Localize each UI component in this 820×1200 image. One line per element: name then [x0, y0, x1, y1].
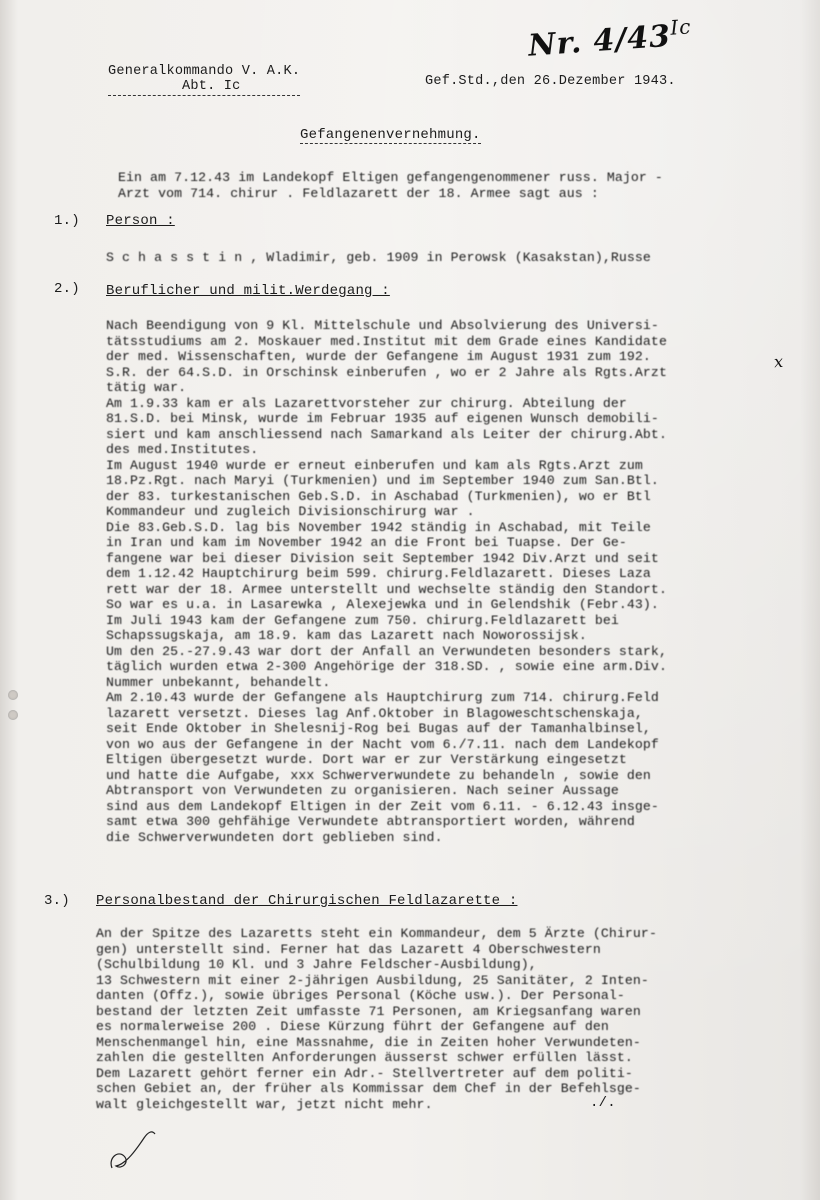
text-line: die Schwerverwundeten dort geblieben sind.	[106, 829, 443, 845]
handwritten-reference	[527, 14, 693, 63]
text-line: siert und kam anschliessend nach Samarkand als Leiter der chirurg.Abt.	[106, 426, 667, 442]
text-line: Dem Lazarett gehört ferner ein Adr.- Stellvertreter auf dem politi-	[96, 1065, 633, 1081]
text-line: rett war der 18. Armee unterstellt und wechselte ständig den Standort.	[106, 581, 667, 597]
text-line: walt gleichgestellt war, jetzt nicht mehr.	[96, 1096, 433, 1112]
text-line: bestand der letzten Zeit umfasste 71 Personen, am Kriegsanfang waren	[96, 1003, 641, 1019]
text-line: Schapssugskaja, am 18.9. kam das Lazarett nach Noworossijsk.	[106, 628, 587, 643]
text-line: schen Gebiet an, der früher als Kommissar dem Chef in der Befehlsge-	[96, 1081, 641, 1096]
text-line: S.R. der 64.S.D. in Orschinsk einberufen , wo er 2 Jahre als Rgts.Arzt	[106, 364, 667, 380]
text-line: danten (Offz.), sowie übriges Personal (Köche usw.). Der Personal-	[96, 988, 625, 1003]
handwritten-number: Nr. 4/43	[527, 18, 673, 64]
section-1-number: 1.)	[54, 213, 80, 229]
text-line: Im Juli 1943 kam der Gefangene zum 750. chirurg.Feldlazarett bei	[106, 612, 619, 628]
text-line: Die 83.Geb.S.D. lag bis November 1942 ständig in Aschabad, mit Teile	[106, 519, 651, 535]
intro-line: Ein am 7.12.43 im Landekopf Eltigen gefangengenommener russ. Major -	[118, 170, 663, 185]
section-3-heading: Personalbestand der Chirurgischen Feldlazarette :	[96, 893, 518, 909]
text-line: sind aus dem Landekopf Eltigen in der Zeit vom 6.11. - 6.12.43 insge-	[106, 798, 659, 814]
text-line: Menschenmangel hin, eine Massnahme, die in Zeiten hoher Verwundeten-	[96, 1034, 641, 1050]
text-line: So war es u.a. in Lasarewka , Alexejewka und in Gelendshik (Febr.43).	[106, 597, 659, 612]
text-line: von wo aus der Gefangene in der Nacht vom 6./7.11. nach dem Landekopf	[106, 736, 659, 752]
text-line: An der Spitze des Lazaretts steht ein Kommandeur, dem 5 Ärzte (Chirur-	[96, 926, 657, 941]
person-line: S c h a s s t i n , Wladimir, geb. 1909 in Perowsk (Kasakstan),Russe	[106, 250, 651, 265]
text-line: Am 1.9.33 kam er als Lazarettvorsteher zur chirurg. Abteilung der	[106, 395, 627, 411]
section-3-number: 3.)	[44, 893, 70, 909]
text-line: seit Ende Oktober in Shelesnij-Rog bei Bugas auf der Tamanhalbinsel,	[106, 721, 651, 736]
section-1-text	[106, 250, 651, 266]
text-line: des med.Institutes.	[106, 442, 259, 457]
punch-hole	[8, 690, 18, 700]
text-line: Um den 25.-27.9.43 war dort der Anfall an Verwundeten besonders stark,	[106, 643, 667, 659]
issuing-unit	[108, 64, 300, 96]
text-line: täglich wurden etwa 2-300 Angehörige der 318.SD. , sowie eine arm.Div.	[106, 659, 667, 674]
pen-scribble-icon	[100, 1120, 170, 1180]
text-line: der med. Wissenschaften, wurde der Gefangene im August 1931 zum 192.	[106, 349, 651, 364]
text-line: 13 Schwestern mit einer 2-jährigen Ausbildung, 25 Sanitäter, 2 Inten-	[96, 972, 649, 988]
margin-mark: x	[773, 351, 785, 372]
text-line: gen) unterstellt sind. Ferner hat das Lazarett 4 Oberschwestern	[96, 941, 601, 957]
section-2-heading: Beruflicher und milit.Werdegang :	[106, 283, 390, 299]
text-line: Nummer unbekannt, behandelt.	[106, 674, 331, 690]
unit-line-1: Generalkommando V. A.K.	[108, 64, 301, 79]
text-line: zahlen die gestellten Anforderungen äusserst schwer erfüllen lässt.	[96, 1050, 633, 1065]
place-date: Gef.Std.,den 26.Dezember 1943.	[425, 74, 676, 89]
text-line: (Schulbildung 10 Kl. und 3 Jahre Feldscher-Ausbildung),	[96, 957, 537, 972]
text-line: tätsstudiums am 2. Moskauer med.Institut mit dem Grade eines Kandidate	[106, 333, 667, 349]
text-line: Kommandeur und zugleich Divisionschirurg war .	[106, 504, 475, 519]
text-line: tätig war.	[106, 380, 187, 395]
section-3-text	[96, 926, 657, 1112]
text-line: samt etwa 300 gehfähige Verwundete abtransportiert worden, während	[106, 814, 635, 829]
text-line: fangene war bei dieser Division seit September 1942 Div.Arzt und seit	[106, 550, 659, 566]
section-1-heading: Person :	[106, 213, 175, 229]
text-line: Abtransport von Verwundeten zu organisieren. Nach seiner Aussage	[106, 783, 619, 798]
text-line: 18.Pz.Rgt. nach Maryi (Turkmenien) und im September 1940 zum San.Btl.	[106, 473, 659, 488]
text-line: 81.S.D. bei Minsk, wurde im Februar 1935 auf eigenen Wunsch demobili-	[106, 411, 659, 426]
end-mark: ./.	[590, 1095, 616, 1111]
text-line: Am 2.10.43 wurde der Gefangene als Hauptchirurg zum 714. chirurg.Feld	[106, 690, 659, 705]
text-line: dem 1.12.42 Hauptchirurg beim 599. chirurg.Feldlazarett. Dieses Laza	[106, 566, 651, 581]
text-line: lazarett versetzt. Dieses lag Anf.Oktober in Blagoweschtschenskaja,	[106, 705, 643, 721]
section-2-number: 2.)	[54, 281, 80, 297]
intro-text	[118, 170, 663, 201]
intro-line: Arzt vom 714. chirur . Feldlazarett der 18. Armee sagt aus :	[118, 185, 599, 201]
punch-hole	[8, 710, 18, 720]
text-line: Im August 1940 wurde er erneut einberufen und kam als Rgts.Arzt zum	[106, 457, 643, 473]
text-line: und hatte die Aufgabe, xxx Schwerverwundete zu behandeln , sowie den	[106, 767, 651, 783]
unit-line-2: Abt. Ic	[108, 79, 300, 95]
text-line: der 83. turkestanischen Geb.S.D. in Aschabad (Turkmenien), wo er Btl	[106, 488, 651, 504]
text-line: Nach Beendigung von 9 Kl. Mittelschule und Absolvierung des Universi-	[106, 318, 659, 333]
text-line: Eltigen übergesetzt wurde. Dort war er zur Verstärkung eingesetzt	[106, 752, 627, 767]
text-line: es normalerweise 200 . Diese Kürzung führt der Gefangene auf den	[96, 1019, 609, 1034]
document-title: Gefangenenvernehmung.	[300, 127, 481, 143]
text-line: in Iran und kam im November 1942 an die Front bei Tuapse. Der Ge-	[106, 535, 627, 550]
handwritten-suffix: Ic	[669, 14, 693, 40]
section-2-text	[106, 318, 667, 845]
